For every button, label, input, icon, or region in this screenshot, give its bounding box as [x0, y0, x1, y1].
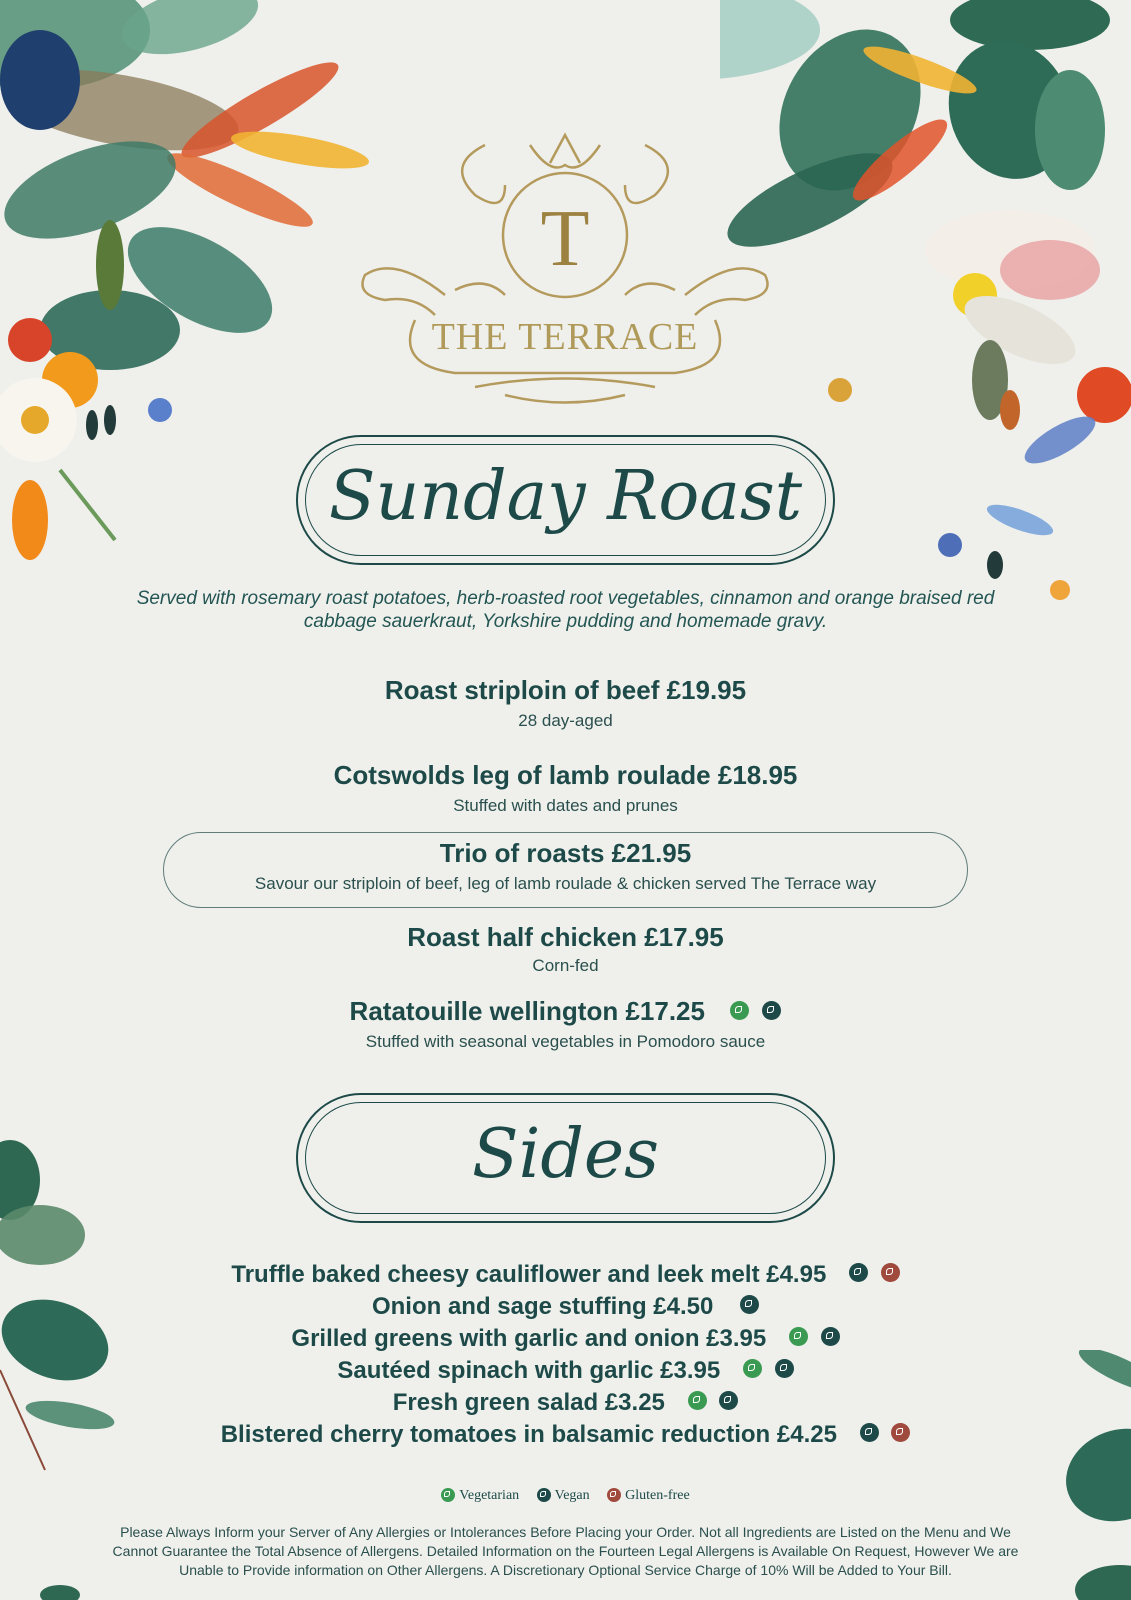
roast-item-subtitle: 28 day-aged [518, 711, 613, 730]
crest-ornament-icon [355, 125, 775, 415]
section-heading-frame-roast [296, 435, 835, 565]
allergen-notice-line-2: Cannot Guarantee the Total Absence of Allergens. Detailed Information on the Fourteen Legal Allergens is Available On Request, However We are [112, 1543, 1019, 1559]
roast-item-name: Cotswolds leg of lamb roulade £18.95 [333, 760, 798, 790]
section-heading-frame-sides [296, 1093, 835, 1223]
logo-letter: T [540, 195, 590, 283]
vegan-icon [762, 1001, 781, 1020]
roast-item-subtitle: Savour our striploin of beef, leg of lamb roulade & chicken served The Terrace way [254, 874, 877, 893]
vegan-icon [719, 1391, 738, 1410]
roast-item-row [0, 996, 1131, 1027]
brand-name: THE TERRACE [431, 316, 699, 358]
legend-vegetarian-label: Vegetarian [459, 1488, 520, 1503]
side-item-name: Fresh green salad £3.25 [392, 1389, 665, 1416]
side-item-row [0, 1259, 1131, 1291]
vegan-icon [860, 1423, 879, 1442]
vegetarian-icon [730, 1001, 749, 1020]
roast-description-line-1: Served with rosemary roast potatoes, herb-roasted root vegetables, cinnamon and orange braised red [136, 588, 995, 609]
side-item-name: Truffle baked cheesy cauliflower and leek melt £4.95 [231, 1261, 827, 1288]
gluten-free-icon [881, 1263, 900, 1282]
legend-vegan-label: Vegan [554, 1488, 590, 1503]
side-item-row [0, 1291, 1131, 1323]
side-item-row [0, 1419, 1131, 1451]
roast-description-line-2: cabbage sauerkraut, Yorkshire pudding and homemade gravy. [303, 611, 828, 632]
roast-item-name: Trio of roasts £21.95 [439, 838, 692, 868]
dietary-legend [0, 1488, 1131, 1504]
section-title-sunday-roast: Sunday Roast [328, 457, 803, 536]
vegetarian-icon [688, 1391, 707, 1410]
roast-item-subtitle: Stuffed with seasonal vegetables in Pomodoro sauce [365, 1032, 766, 1051]
side-item-name: Blistered cherry tomatoes in balsamic reduction £4.25 [220, 1421, 837, 1448]
roast-item-name: Roast half chicken £17.95 [407, 922, 724, 952]
allergen-notice-line-3: Unable to Provide information on Other Allergens. A Discretionary Optional Service Charge of 10% Will be Added to Your Bill. [179, 1562, 952, 1578]
vegetarian-icon [441, 1488, 455, 1502]
side-item-name: Sautéed spinach with garlic £3.95 [337, 1357, 721, 1384]
side-item-name: Grilled greens with garlic and onion £3.95 [291, 1325, 767, 1352]
roast-item-subtitle: Stuffed with dates and prunes [453, 796, 678, 815]
side-item-name: Onion and sage stuffing £4.50 [371, 1293, 714, 1320]
vegan-icon [821, 1327, 840, 1346]
vegan-icon [537, 1488, 551, 1502]
side-item-row [0, 1323, 1131, 1355]
section-title-sides: Sides [472, 1115, 659, 1194]
vegan-icon [775, 1359, 794, 1378]
roast-item-name: Ratatouille wellington £17.25 [349, 996, 705, 1026]
gluten-free-icon [891, 1423, 910, 1442]
roast-item-subtitle: Corn-fed [532, 956, 599, 975]
legend-gluten-free-label: Gluten-free [625, 1488, 690, 1503]
side-item-row [0, 1387, 1131, 1419]
vegan-icon [849, 1263, 868, 1282]
vegetarian-icon [789, 1327, 808, 1346]
side-item-row [0, 1355, 1131, 1387]
allergen-notice-line-1: Please Always Inform your Server of Any Allergies or Intolerances Before Placing your Order. Not all Ingredients are Listed on the Menu and We [120, 1524, 1011, 1540]
the-terrace-logo [355, 125, 775, 415]
gluten-free-icon [607, 1488, 621, 1502]
roast-item-name: Roast striploin of beef £19.95 [384, 675, 747, 705]
vegetarian-icon [743, 1359, 762, 1378]
vegan-icon [740, 1295, 759, 1314]
